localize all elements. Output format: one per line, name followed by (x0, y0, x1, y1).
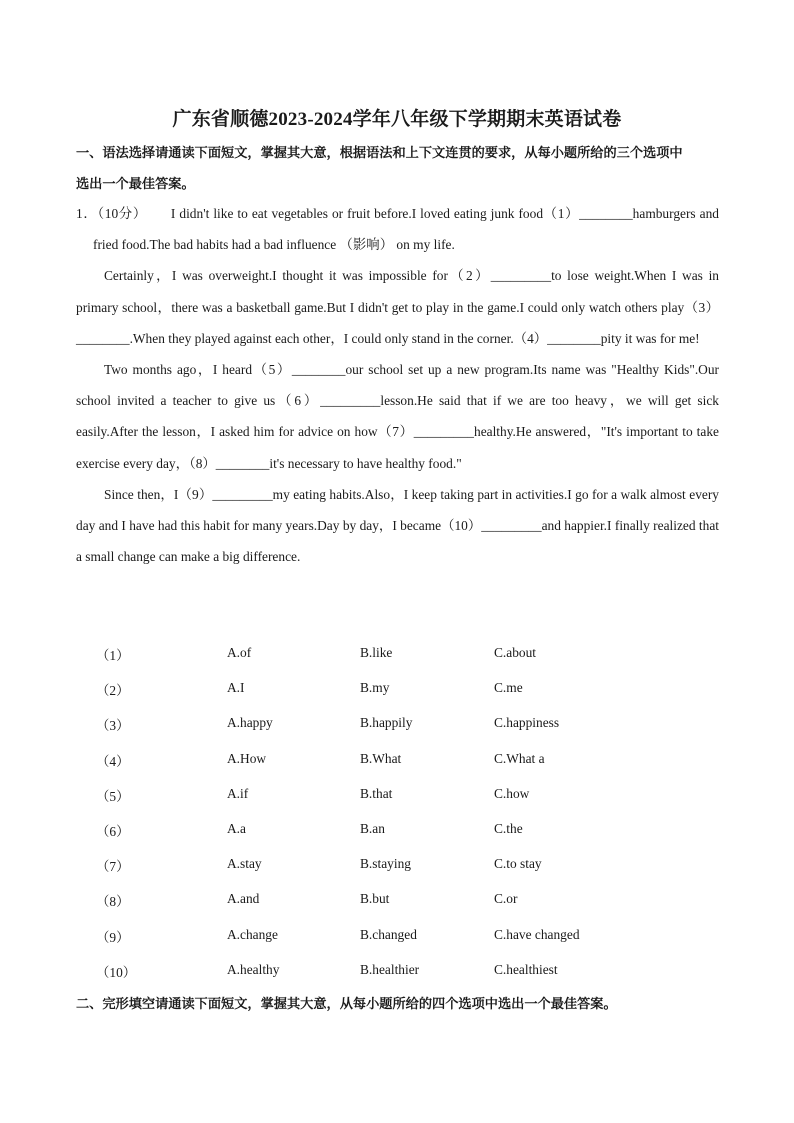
option-a[interactable]: A.happy (227, 715, 273, 731)
option-a[interactable]: A.healthy (227, 961, 280, 977)
option-b[interactable]: B.but (360, 891, 390, 907)
option-row (96, 885, 696, 920)
option-row (96, 921, 696, 956)
option-c[interactable]: C.me (494, 680, 523, 696)
option-a[interactable]: A.and (227, 891, 260, 907)
option-a[interactable]: A.of (227, 645, 252, 660)
section1-heading (76, 137, 724, 199)
option-row (96, 674, 696, 709)
option-c[interactable]: C.have changed (494, 926, 580, 942)
option-row (96, 956, 696, 991)
option-b[interactable]: B.that (360, 785, 393, 801)
option-c[interactable]: C.about (494, 645, 537, 660)
passage-paragraph-1-text: I didn't like to eat vegetables or fruit before.I loved eating junk food（1）________hamburgers and fried food.The bad habits had a bad influence （影响） on my life. (93, 206, 719, 253)
option-number: （3） (96, 718, 130, 734)
option-number: （4） (96, 753, 130, 769)
options-table (96, 639, 696, 991)
option-b[interactable]: B.healthier (360, 961, 420, 977)
option-number: （7） (96, 859, 130, 875)
option-c[interactable]: C.how (494, 785, 530, 801)
option-a[interactable]: A.change (227, 926, 278, 942)
option-a[interactable]: A.How (227, 750, 267, 766)
option-c[interactable]: C.the (494, 820, 523, 836)
option-number: （2） (96, 683, 130, 699)
option-row (96, 745, 696, 780)
option-a[interactable]: A.if (227, 785, 249, 801)
option-b[interactable]: B.an (360, 820, 385, 836)
option-a[interactable]: A.stay (227, 856, 262, 872)
option-a[interactable]: A.I (227, 680, 245, 696)
option-b[interactable]: B.What (360, 750, 402, 766)
option-b[interactable]: B.changed (360, 926, 417, 942)
option-b[interactable]: B.my (360, 680, 390, 696)
passage-paragraph-3: Two months ago，I heard（5）________our school set up a new program.Its name was "Healthy Kids".Our school invited a teacher to give us（6）_________lesson.He said that if we are too heavy，we will get sick easily.After the lesson，I asked him for advice on how（7）_________healthy.He answered，"It's important to take exercise every day，（8）________it's necessary to have healthy food." (76, 362, 719, 471)
section1-heading-line1: 一、语法选择请通读下面短文，掌握其大意，根据语法和上下文连贯的要求，从每小题所给的三个选项中 (76, 145, 683, 160)
option-number: （8） (96, 894, 130, 910)
option-row (96, 815, 696, 850)
option-a[interactable]: A.a (227, 820, 246, 836)
passage-paragraph-4: Since then，I（9）_________my eating habits.Also，I keep taking part in activities.I go for a walk almost every day and I have had this habit for many years.Day by day，I became（10）_________and happier.I finally realized that a small change can make a big difference. (76, 486, 719, 565)
option-c[interactable]: C.to stay (494, 856, 542, 872)
section1-heading-line2: 选出一个最佳答案。 (76, 176, 195, 191)
option-number: （10） (96, 964, 137, 980)
option-row (96, 709, 696, 744)
option-row (96, 850, 696, 885)
section2-heading: 二、完形填空请通读下面短文，掌握其大意，从每小题所给的四个选项中选出一个最佳答案。 (76, 996, 617, 1011)
option-c[interactable]: C.happiness (494, 715, 560, 731)
option-number: （6） (96, 823, 130, 839)
passage-paragraph-2: Certainly，I was overweight.I thought it was impossible for（2）_________to lose weight.When I was in primary school，there was a basketball game.But I didn't get to play in the game.I could only watch others play（3）________.When they played against each other，I could only stand in the corner.（4）________pity it was for me! (76, 268, 719, 346)
option-number: （1） (96, 648, 130, 663)
option-number: （9） (96, 929, 130, 945)
option-row (96, 780, 696, 815)
option-b[interactable]: B.like (360, 645, 393, 660)
option-number: （5） (96, 788, 130, 804)
option-b[interactable]: B.staying (360, 856, 411, 872)
option-b[interactable]: B.happily (360, 715, 413, 731)
question-number-label: 1．（10分） (76, 206, 147, 221)
option-c[interactable]: C.or (494, 891, 518, 907)
passage-paragraph-1 (76, 198, 719, 260)
option-c[interactable]: C.healthiest (494, 961, 558, 977)
question1-passage (76, 198, 719, 572)
page-title: 广东省顺德2023-2024学年八年级下学期期末英语试卷 (172, 109, 622, 130)
option-row (96, 639, 696, 674)
option-c[interactable]: C.What a (494, 750, 545, 766)
